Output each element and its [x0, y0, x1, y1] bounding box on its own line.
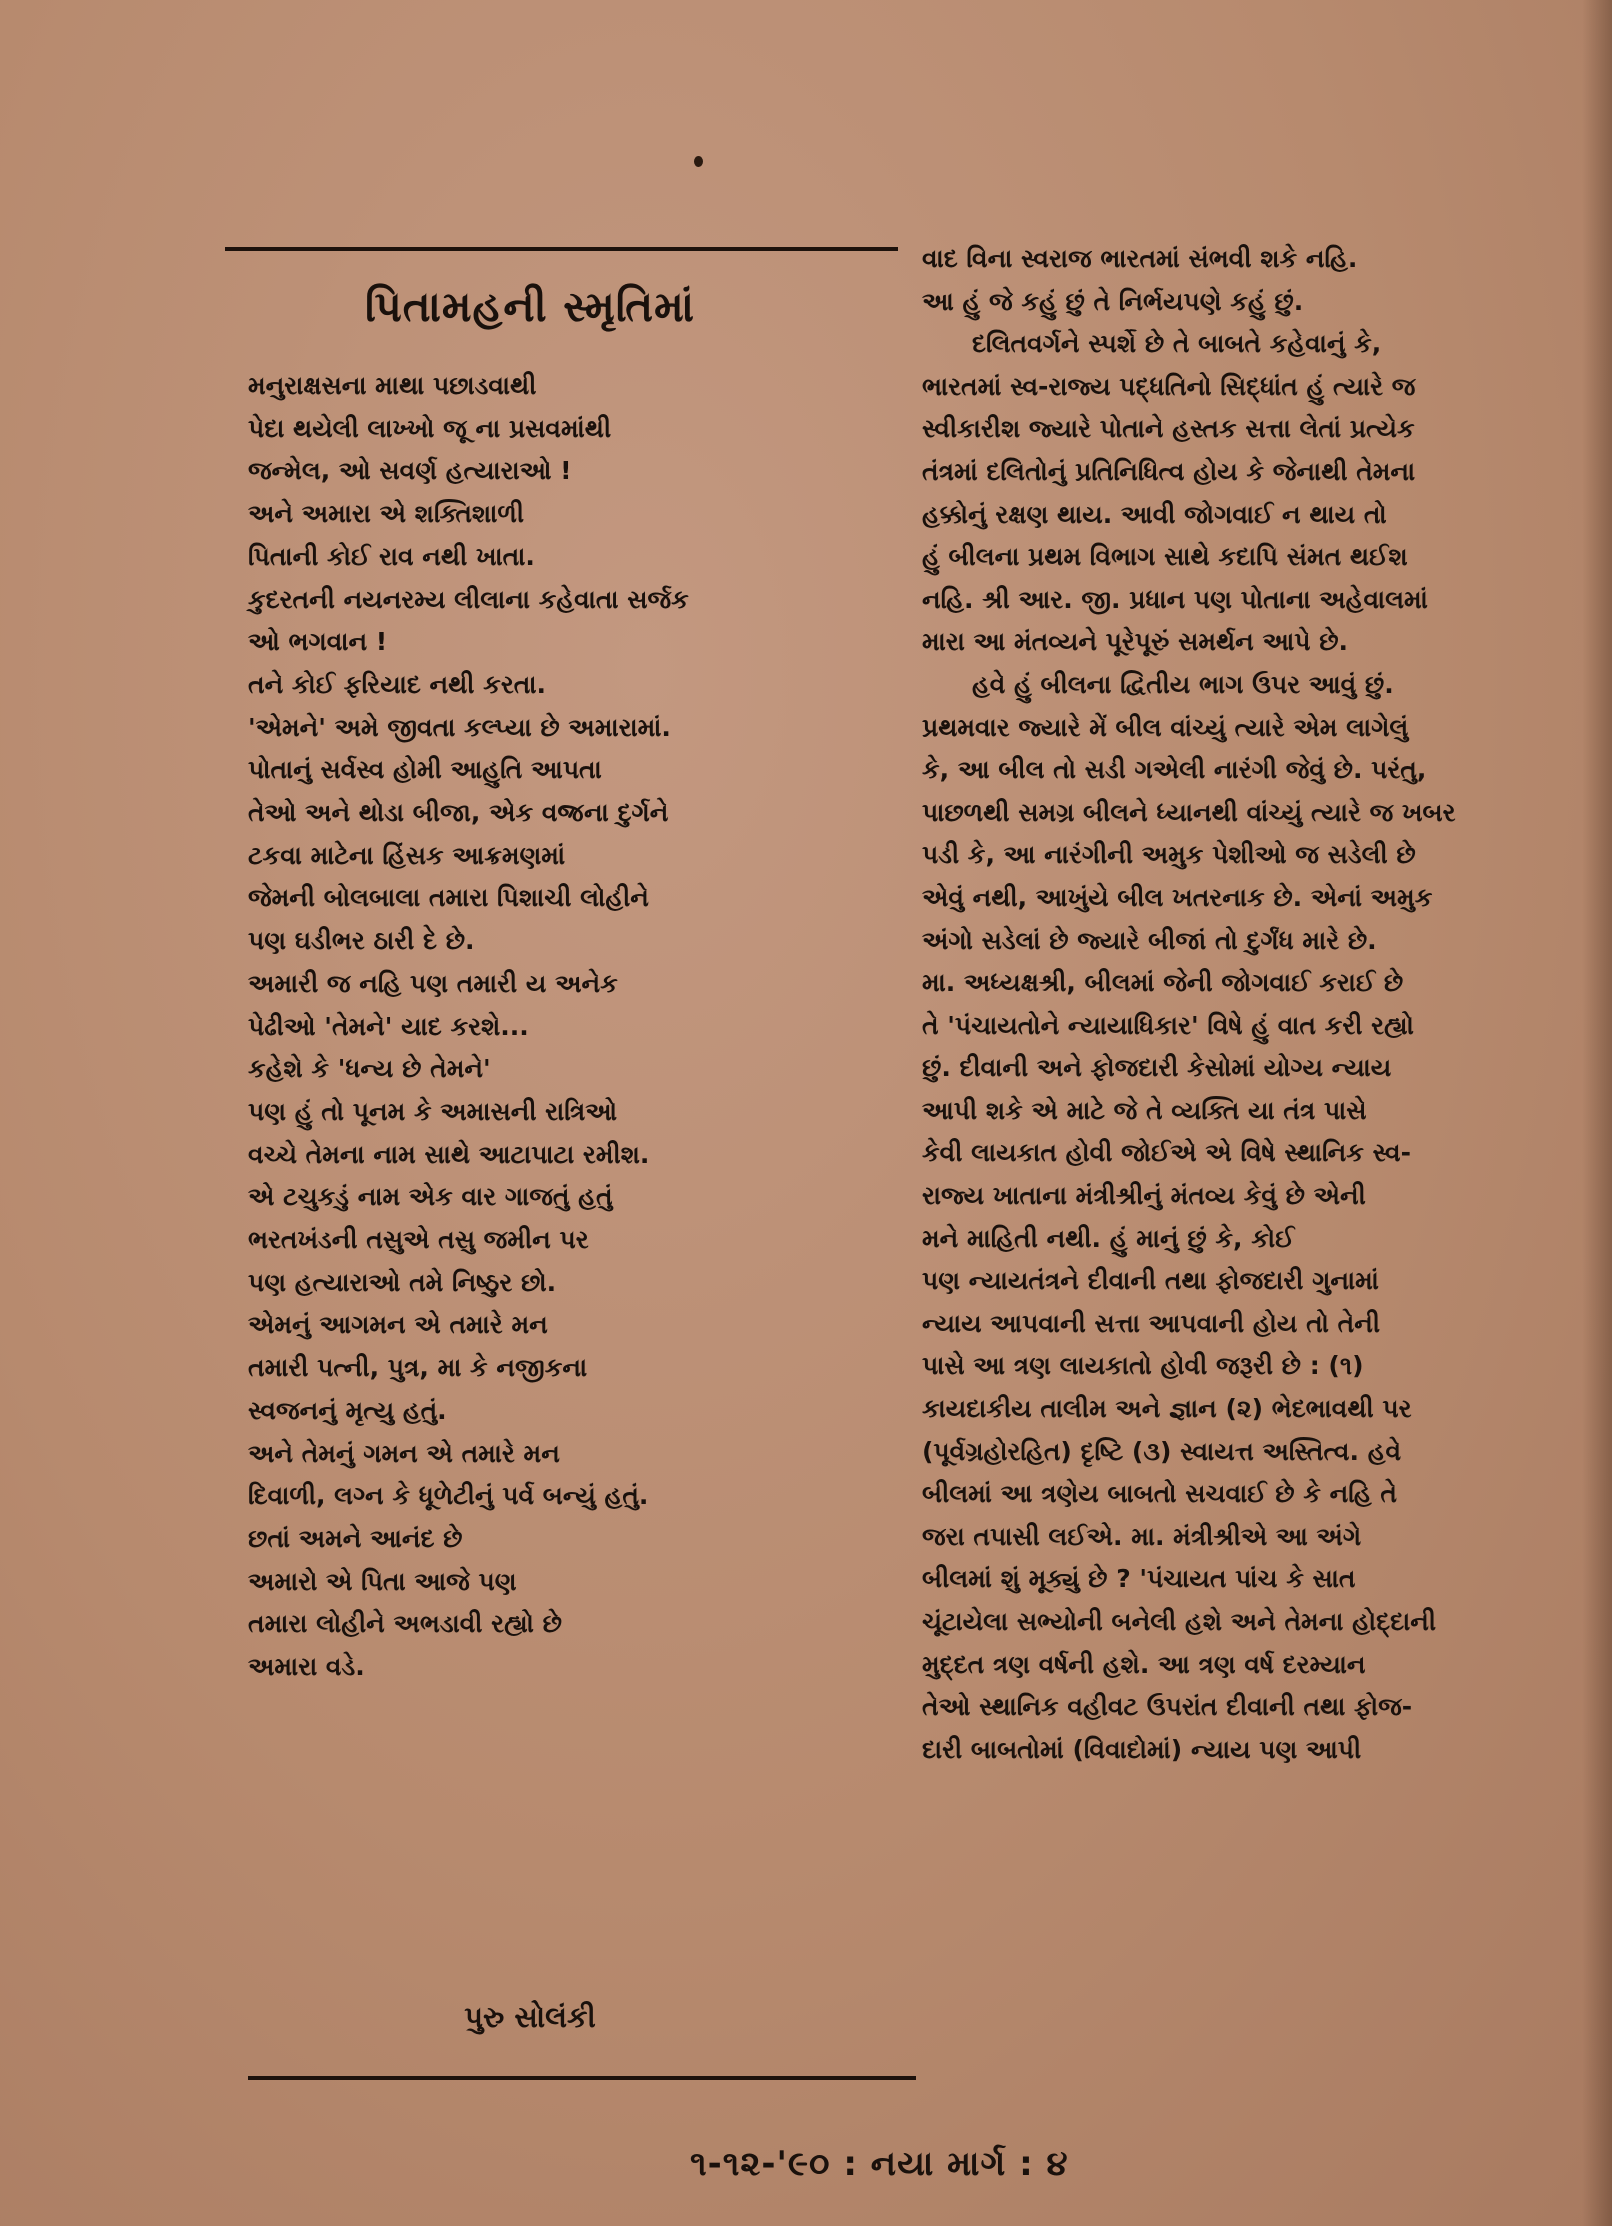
poem-line: જન્મેલ, ઓ સવર્ણ હત્યારાઓ ! [248, 456, 572, 486]
article-line: કાયદાકીય તાલીમ અને જ્ઞાન (૨) ભેદભાવથી પર [922, 1394, 1412, 1424]
article-column [922, 238, 1612, 1771]
poem-line: પોતાનું સર્વસ્વ હોમી આહુતિ આપતા [248, 755, 602, 785]
poem-line: છતાં અમને આનંદ છે [248, 1523, 463, 1553]
poem-line: અમારા વડે. [248, 1652, 365, 1682]
article-line: અંગો સડેલાં છે જ્યારે બીજાં તો દુર્ગંધ મારે છે. [922, 925, 1377, 955]
poem-line: અમારી જ નહિ પણ તમારી ય અનેક [248, 968, 618, 998]
article-line: વાદ વિના સ્વરાજ ભારતમાં સંભવી શકે નહિ. [922, 244, 1358, 273]
article-line: હક્કોનું રક્ષણ થાય. આવી જોગવાઈ ન થાય તો [922, 499, 1387, 529]
article-line: સ્વીકારીશ જ્યારે પોતાને હસ્તક સત્તા લેતાં પ્રત્યેક [922, 414, 1415, 444]
article-line: દલિતવર્ગને સ્પર્શે છે તે બાબતે કહેવાનું કે, [922, 329, 1382, 359]
article-line: એવું નથી, આખુંયે બીલ ખતરનાક છે. એનાં અમુક [922, 882, 1433, 912]
article-line: પાછળથી સમગ્ર બીલને ધ્યાનથી વાંચ્યું ત્યારે જ ખબર [922, 797, 1456, 827]
article-line: રાજ્ય ખાતાના મંત્રીશ્રીનું મંતવ્ય કેવું છે એની [922, 1181, 1366, 1211]
article-line: કે, આ બીલ તો સડી ગએલી નારંગી જેવું છે. પરંતુ, [922, 755, 1427, 785]
article-line: પાસે આ ત્રણ લાયકાતો હોવી જરૂરી છે : (૧) [922, 1351, 1364, 1381]
poem-bottom-rule [248, 2076, 916, 2080]
poem-line: ઓ ભગવાન ! [248, 627, 388, 657]
poem-line: કહેશે કે 'ધન્ય છે તેમને' [248, 1054, 491, 1084]
article-line: આપી શકે એ માટે જે તે વ્યક્તિ યા તંત્ર પાસે [922, 1095, 1367, 1125]
article-line: પ્રથમવાર જ્યારે મેં બીલ વાંચ્યું ત્યારે એમ લાગેલું [922, 712, 1409, 742]
poem-line: ભરતખંડની તસુએ તસુ જમીન પર [248, 1225, 589, 1255]
article-line: તે 'પંચાયતોને ન્યાયાધિકાર' વિષે હું વાત કરી રહ્યો [922, 1010, 1414, 1040]
poem-title: પિતામહની સ્મૃતિમાં [364, 282, 696, 331]
article-line: નહિ. શ્રી આર. જી. પ્રધાન પણ પોતાના અહેવાલમાં [922, 584, 1428, 614]
poem-line: એમનું આગમન એ તમારે મન [248, 1310, 548, 1340]
article-line: મુદ્દત ત્રણ વર્ષની હશે. આ ત્રણ વર્ષ દરમ્યાન [922, 1649, 1366, 1679]
poem-line: 'એમને' અમે જીવતા કલ્પ્યા છે અમારામાં. [248, 712, 671, 742]
poem-line: વચ્ચે તેમના નામ સાથે આટાપાટા રમીશ. [248, 1139, 650, 1169]
poem-line: દિવાળી, લગ્ન કે ધૂળેટીનું પર્વ બન્યું હતું. [248, 1481, 649, 1511]
poem-top-rule [225, 247, 898, 251]
poem-line: જેમની બોલબાલા તમારા પિશાચી લોહીને [248, 883, 649, 913]
article-line: હું બીલના પ્રથમ વિભાગ સાથે કદાપિ સંમત થઈશ [922, 542, 1408, 572]
article-line: ન્યાય આપવાની સત્તા આપવાની હોય તો તેની [922, 1308, 1380, 1338]
poem-author: પુરુ સોલંકી [464, 2000, 596, 2034]
article-line: તેઓ સ્થાનિક વહીવટ ઉપરાંત દીવાની તથા ફોજ- [922, 1692, 1413, 1722]
poem-line: કુદરતની નયનરમ્ય લીલાના કહેવાતા સર્જક [248, 584, 689, 614]
poem-line: અમારો એ પિતા આજે પણ [248, 1566, 517, 1596]
poem-line: ટકવા માટેના હિંસક આક્રમણમાં [248, 840, 566, 870]
article-line: કેવી લાયકાત હોવી જોઈએ એ વિષે સ્થાનિક સ્વ- [922, 1138, 1411, 1168]
poem-line: એ ટચુકડું નામ એક વાર ગાજતું હતું [248, 1182, 613, 1212]
article-line: (પૂર્વગ્રહોરહિત) દૃષ્ટિ (૩) સ્વાયત્ત અસ્તિત્વ. હવે [922, 1436, 1402, 1466]
ink-dot [694, 156, 703, 167]
poem-line: તમારી પત્ની, પુત્ર, મા કે નજીકના [248, 1353, 588, 1383]
article-line: પણ ન્યાયતંત્રને દીવાની તથા ફોજદારી ગુનામાં [922, 1266, 1379, 1296]
article-line: ભારતમાં સ્વ-રાજ્ય પદ્ધતિનો સિદ્ધાંત હું ત્યારે જ [922, 371, 1416, 401]
page-footer: ૧-૧૨-'૯૦ : નયા માર્ગ : ૪ [690, 2144, 1069, 2184]
article-line: હવે હું બીલના દ્વિતીય ભાગ ઉપર આવું છું. [922, 669, 1394, 699]
article-line: મને માહિતી નથી. હું માનું છું કે, કોઈ [922, 1223, 1295, 1253]
article-line: મા. અધ્યક્ષશ્રી, બીલમાં જેની જોગવાઈ કરાઈ છે [922, 968, 1404, 998]
article-line: આ હું જે કહું છું તે નિર્ભયપણે કહું છું. [922, 286, 1304, 316]
poem-line: પેદા થયેલી લાખ્ખો જૂ ના પ્રસવમાંથી [248, 413, 612, 443]
poem-line: પણ હું તો પૂનમ કે અમાસની રાત્રિઓ [248, 1096, 618, 1126]
poem-line: પેઢીઓ 'તેમને' યાદ કરશે... [248, 1011, 529, 1041]
article-line: બીલમાં શું મૂક્યું છે ? 'પંચાયત પાંચ કે સાત [922, 1564, 1356, 1594]
article-line: દારી બાબતોમાં (વિવાદોમાં) ન્યાય પણ આપી [922, 1734, 1362, 1764]
poem-line: પણ હત્યારાઓ તમે નિષ્ઠુર છો. [248, 1267, 557, 1297]
poem-line: સ્વજનનું મૃત્યુ હતું. [248, 1395, 447, 1425]
poem-line: પિતાની કોઈ રાવ નથી ખાતા. [248, 541, 535, 571]
poem-line: અને તેમનું ગમન એ તમારે મન [248, 1438, 560, 1468]
poem-line: મનુરાક્ષસના માથા પછાડવાથી [248, 371, 537, 400]
poem-line: અને અમારા એ શક્તિશાળી [248, 499, 524, 529]
article-line: પડી કે, આ નારંગીની અમુક પેશીઓ જ સડેલી છે [922, 840, 1416, 870]
poem-lines [248, 365, 898, 1689]
article-line: મારા આ મંતવ્યને પૂરેપૂરું સમર્થન આપે છે. [922, 627, 1349, 657]
article-line: જરા તપાસી લઈએ. મા. મંત્રીશ્રીએ આ અંગે [922, 1521, 1362, 1551]
poem-line: તેઓ અને થોડા બીજા, એક વજ્રના દુર્ગને [248, 798, 669, 828]
article-line: ચૂંટાયેલા સભ્યોની બનેલી હશે અને તેમના હોદ્દાની [922, 1607, 1436, 1636]
article-line: બીલમાં આ ત્રણેય બાબતો સચવાઈ છે કે નહિ તે [922, 1479, 1397, 1509]
poem-line: તને કોઈ ફરિયાદ નથી કરતા. [248, 669, 546, 699]
article-line: છું. દીવાની અને ફોજદારી કેસોમાં યોગ્ય ન્યાય [922, 1053, 1392, 1083]
poem-line: તમારા લોહીને અભડાવી રહ્યો છે [248, 1609, 562, 1639]
poem-line: પણ ઘડીભર ઠારી દે છે. [248, 926, 475, 956]
article-line: તંત્રમાં દલિતોનું પ્રતિનિધિત્વ હોય કે જેનાથી તેમના [922, 456, 1416, 486]
